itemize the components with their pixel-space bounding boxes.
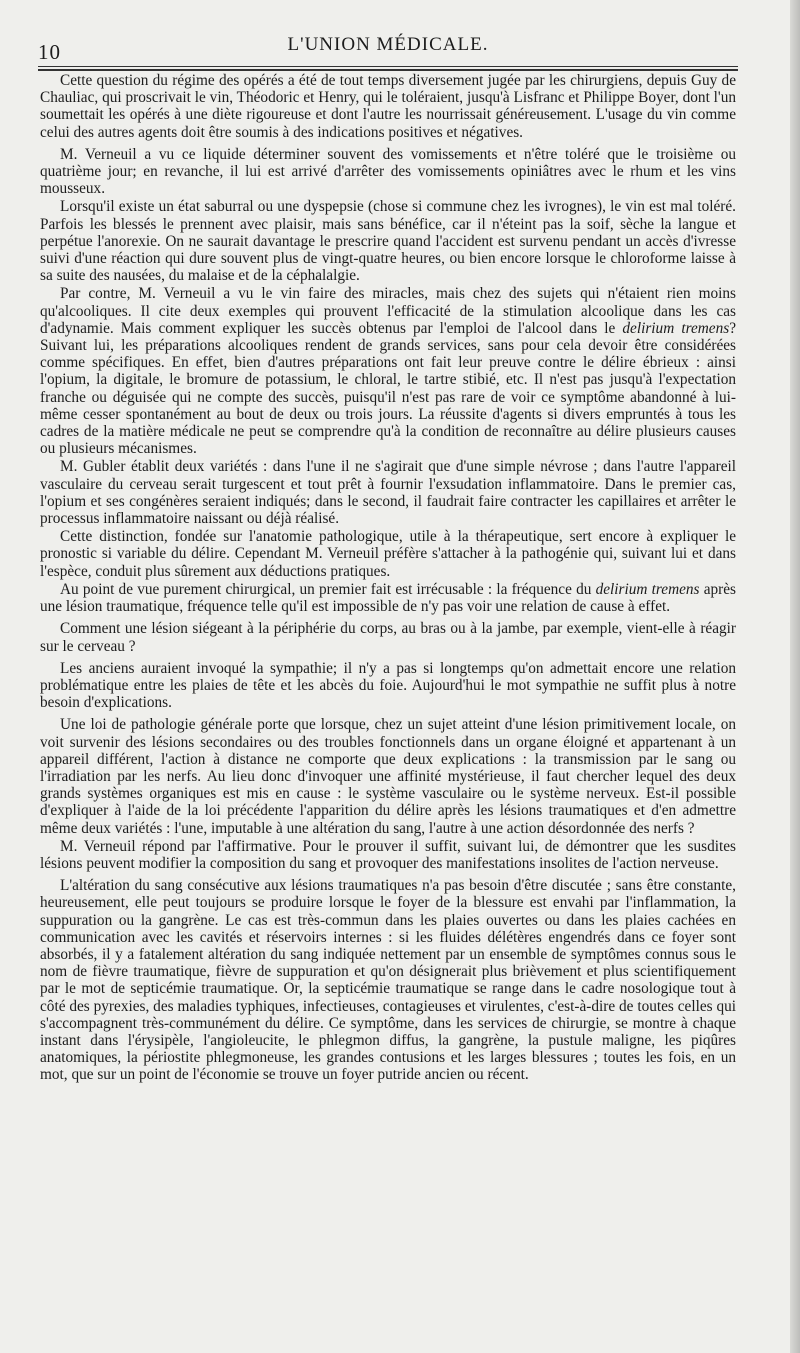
paragraph-alteration-sang: L'altération du sang consécutive aux lésions traumatiques n'a pas besoin d'être discutée ; sans être constante, heureusement, elle peut toujours se produire lorsque le foyer de la blessure est envahi par l'inflammation, la suppuration ou la gangrène. Le cas est très-commun dans les plaies ouvertes ou dans les plaies cachées en communication avec les cavités et réservoirs internes : si les fluides délétères engendrés dans ce foyer sont absorbés, il y a fatalement altération du sang indiquée nettement par un ensemble de symptômes connus sous le nom de fièvre traumatique, fièvre de suppuration et qu'on désignerait plus brièvement et plus scientifiquement par le mot de septicémie traumatique. Or, la septicémie traumatique se range dans le cadre nosologique tout à côté des pyrexies, des maladies typhiques, infectieuses, contagieuses et virulentes, c'est-à-dire de toutes celles qui s'accompagnent très-communément du délire. Ce symptôme, dans les services de chirurgie, se montre à chaque instant dans l'érysipèle, l'angioleucite, le phlegmon diffus, la gangrène, la pustule maligne, les piqûres anatomiques, la périostite phlegmoneuse, les grandes contusions et les larges blessures ; toutes les fois, en un mot, que sur un point de l'économie se trouve un foyer putride ancien ou récent. xyxy=(40,877,736,1084)
paragraph-lesion-peripherie: Comment une lésion siégeant à la périphérie du corps, au bras ou à la jambe, par exemple, vient-elle à réagir sur le cerveau ? xyxy=(40,620,736,655)
journal-title: L'UNION MÉDICALE. xyxy=(287,34,489,55)
paragraph-delirium-tremens: Par contre, M. Verneuil a vu le vin faire des miracles, mais chez des sujets qui n'étaient rien moins qu'alcooliques. Il cite deux exemples qui prouvent l'efficacité de la stimulation alcoolique dans les cas d'adynamie. Mais comment expliquer les succès obtenus par l'emploi de l'alcool dans le delirium tremens? Suivant lui, les préparations alcooliques rendent de grands services, sans pour cela devoir être considérées comme spécifiques. En effet, bien d'autres préparations ont fait leur preuve contre le délire ébrieux : ainsi l'opium, la digitale, le bromure de potassium, le chloral, le tartre stibié, etc. Il n'est pas jusqu'à l'expectation franche ou déguisée qui ne compte des succès, puisqu'il n'est pas rare de voir ce symptôme abandonné à lui-même cesser spontanément au bout de deux ou trois jours. La réussite d'agents si divers empruntés à tous les cadres de la matière médicale ne peut se comprendre qu'à la condition de reconnaître au délire plusieurs causes ou plusieurs mécanismes. xyxy=(40,285,736,458)
paragraph-verneuil-repond: M. Verneuil répond par l'affirmative. Pour le prouver il suffit, suivant lui, de démontrer que les susdites lésions peuvent modifier la composition du sang et provoquer des manifestations insolites de l'action nerveuse. xyxy=(40,837,736,872)
page-header xyxy=(38,30,738,62)
article-body xyxy=(40,72,736,1085)
paragraph-vomissements: M. Verneuil a vu ce liquide déterminer souvent des vomissements et n'être toléré que le troisième ou quatrième jour; en revanche, il lui est arrivé d'arrêter des vomissements opiniâtres avec le rhum et les vins mousseux. xyxy=(40,145,736,198)
paragraph-distinction: Cette distinction, fondée sur l'anatomie pathologique, utile à la thérapeutique, sert encore à expliquer le pronostic si variable du délire. Cependant M. Verneuil préfère s'attacher à la pathogénie qui, suivant lui et dans l'espèce, conduit plus sûrement aux déductions pratiques. xyxy=(40,528,736,580)
paragraph-point-de-vue: Au point de vue purement chirurgical, un premier fait est irrécusable : la fréquence du delirium tremens après une lésion traumatique, fréquence telle qu'il est impossible de n'y pas voir une relation de cause à effet. xyxy=(40,580,736,616)
paragraph-etat-saburral: Lorsqu'il existe un état saburral ou une dyspepsie (chose si commune chez les ivrognes), le vin est mal toléré. Parfois les blessés le prennent avec plaisir, mais sans bénéfice, car il n'éteint pas la soif, sèche la langue et perpétue l'anorexie. On ne saurait davantage le prescrire quand l'accident est survenu pendant un accès d'ivresse suivi d'une réaction qui dure souvent plus de vingt-quatre heures, ou bien encore lorsque le chloroforme laisse à sa suite des nausées, du malaise et de la céphalalgie. xyxy=(40,198,736,285)
page-number: 10 xyxy=(38,40,61,64)
page-edge-shadow xyxy=(790,0,800,1353)
italic-term: delirium tremens xyxy=(622,319,730,337)
paragraph-regime: Cette question du régime des opérés a été de tout temps diversement jugée par les chirurgiens, depuis Guy de Chauliac, qui proscrivait le vin, Théodoric et Henry, qui le toléraient, jusqu'à Lisfranc et Philippe Boyer, dont l'un soumettait les opérés à une diète rigoureuse et dont l'autre les nourrissait généreusement. L'usage du vin comme celui des autres agents doit être soumis à des indications positives et négatives. xyxy=(40,72,736,141)
paragraph-loi-pathologie: Une loi de pathologie générale porte que lorsque, chez un sujet atteint d'une lésion primitivement locale, on voit survenir des lésions secondaires ou des troubles fonctionnels dans un organe éloigné et appartenant à un appareil différent, l'action à distance ne comporte que deux explications : la transmission par le sang ou l'irradiation par les nerfs. Au lieu donc d'invoquer une affinité mystérieuse, il faut chercher lequel des deux grands systèmes organiques est mis en cause : le système vasculaire ou le système nerveux. Est-il possible d'expliquer à l'aide de la loi précédente l'apparition du délire après les lésions traumatiques et d'en admettre même deux variétés : l'une, imputable à une altération du sang, l'autre à une action désordonnée des nerfs ? xyxy=(40,716,736,837)
header-rule xyxy=(38,66,738,71)
paragraph-gubler: M. Gubler établit deux variétés : dans l'une il ne s'agirait que d'une simple névrose ; dans l'autre l'appareil vasculaire du cerveau serait turgescent et tout prêt à fournir l'exsudation inflammatoire. Dans le premier cas, l'opium et ses congénères seraient indiqués; dans le second, il faudrait faire contracter les capillaires et arrêter le processus inflammatoire naissant ou déjà réalisé. xyxy=(40,458,736,528)
italic-term: delirium tremens xyxy=(595,580,700,598)
paragraph-sympathie: Les anciens auraient invoqué la sympathie; il n'y a pas si longtemps qu'on admettait encore une relation problématique entre les plaies de tête et les abcès du foie. Aujourd'hui le mot sympathie ne suffit plus à notre besoin d'explications. xyxy=(40,659,736,712)
